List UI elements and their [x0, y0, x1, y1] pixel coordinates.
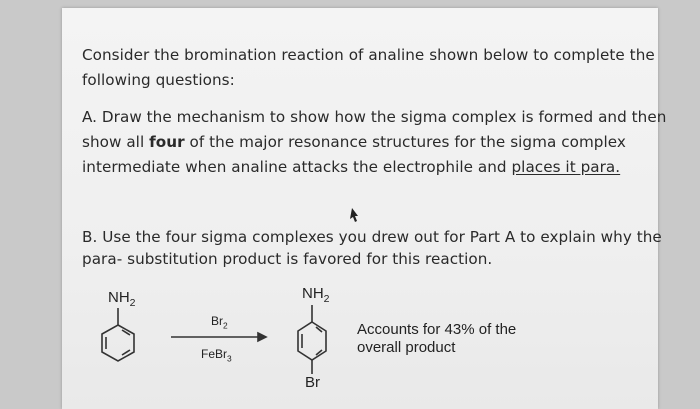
intro-line-1: Consider the bromination reaction of analine shown below to complete the: [82, 46, 655, 64]
part-a-line-3: intermediate when analine attacks the electrophile and places it para.: [82, 158, 621, 176]
reagent-bottom-label: FeBr$_3$: [201, 347, 232, 364]
yield-note-line-2: overall product: [357, 339, 456, 356]
reagent-top-label: $Br_2$: [211, 314, 228, 331]
product-benzene-ring: [298, 305, 326, 374]
intro-line-2: following questions:: [82, 71, 235, 89]
yield-note-line-1: Accounts for 43% of the: [357, 321, 517, 338]
reactant-benzene-ring: [102, 308, 134, 361]
reaction-arrow: [171, 333, 266, 341]
product-nh2-label: $NH_2$: [302, 285, 330, 305]
part-a-line-1: A. Draw the mechanism to show how the sigma complex is formed and then: [82, 108, 667, 126]
product-br-label: Br: [305, 374, 320, 391]
part-a-line-2: show all four of the major resonance structures for the sigma complex: [82, 133, 626, 151]
mouse-cursor-icon: [350, 208, 358, 222]
part-b-line-2: para- substitution product is favored for this reaction.: [82, 250, 493, 268]
part-b-line-1: B. Use the four sigma complexes you drew out for Part A to explain why the: [82, 228, 662, 246]
reactant-nh2-label: $NH_2$: [108, 289, 136, 309]
underlined-phrase: places it para.: [511, 158, 621, 176]
emphasis-four: four: [149, 133, 185, 151]
